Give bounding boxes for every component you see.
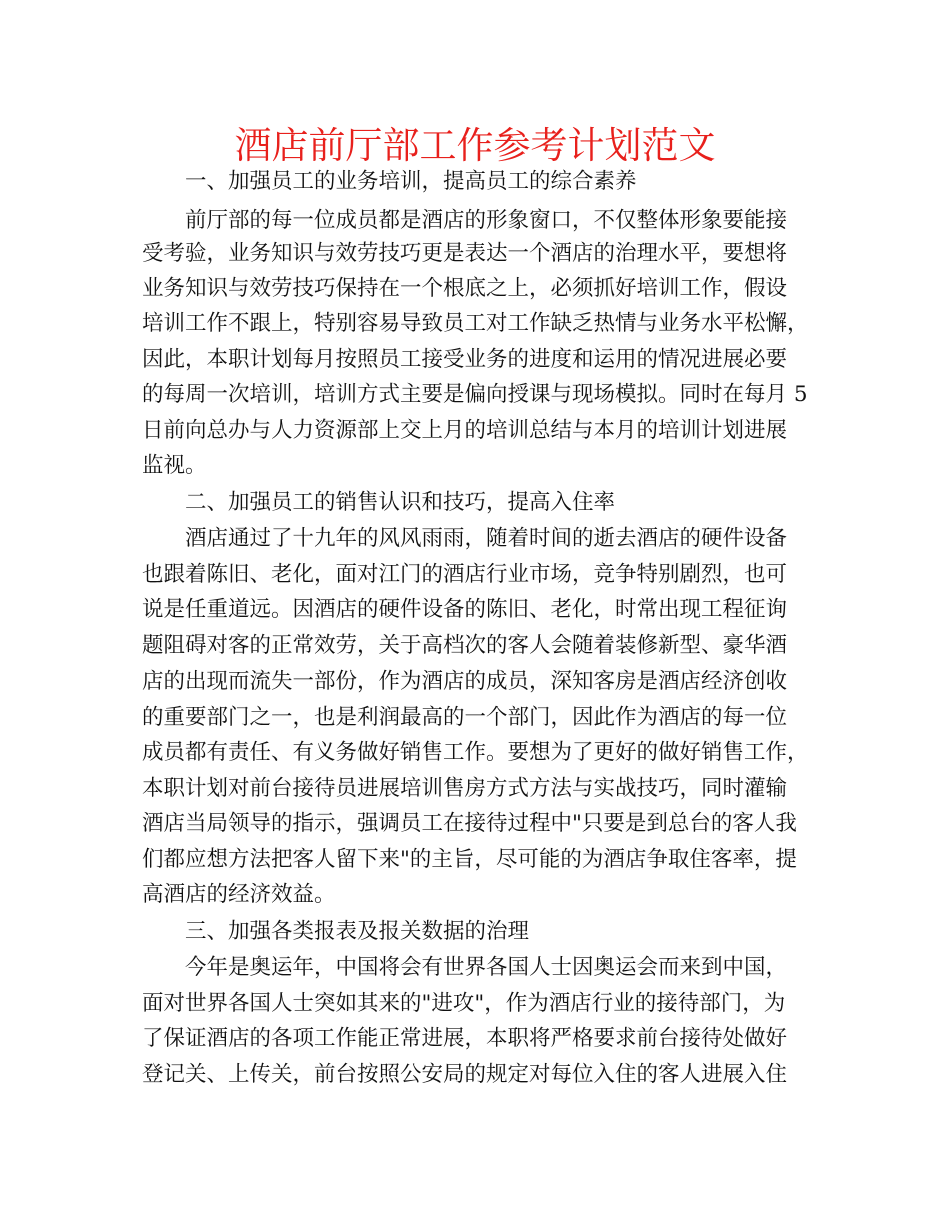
section-heading-2: 二、加强员工的销售认识和技巧，提高入住率 — [185, 490, 616, 515]
section-heading-3: 三、加强各类报表及报关数据的治理 — [185, 919, 530, 944]
paragraph-line: 的重要部门之一，也是利润最高的一个部门，因此作为酒店的每一位 — [142, 705, 788, 730]
paragraph-line: 酒店当局领导的指示，强调员工在接待过程中"只要是到总台的客人我 — [142, 811, 797, 836]
paragraph-line: 日前向总办与人力资源部上交上月的培训总结与本月的培训计划进展 — [142, 418, 788, 443]
paragraph-line: 的每周一次培训，培训方式主要是偏向授课与现场模拟。同时在每月 5 — [142, 382, 808, 407]
paragraph-line: 酒店通过了十九年的风风雨雨，随着时间的逝去酒店的硬件设备 — [185, 526, 788, 551]
paragraph-line: 登记关、上传关，前台按照公安局的规定对每位入住的客人进展入住 — [142, 1062, 788, 1087]
paragraph-line: 前厅部的每一位成员都是酒店的形象窗口，不仅整体形象要能接 — [185, 208, 788, 233]
paragraph-line: 高酒店的经济效益。 — [142, 882, 336, 907]
paragraph-line: 也跟着陈旧、老化，面对江门的酒店行业市场，竞争特别剧烈，也可 — [142, 562, 788, 587]
paragraph-line: 因此，本职计划每月按照员工接受业务的进度和运用的情况进展必要 — [142, 347, 788, 372]
paragraph-line: 店的出现而流失一部份，作为酒店的成员，深知客房是酒店经济创收 — [142, 669, 788, 694]
paragraph-line: 面对世界各国人士突如其来的"进攻"，作为酒店行业的接待部门，为 — [142, 991, 786, 1016]
paragraph-line: 们都应想方法把客人留下来"的主旨，尽可能的为酒店争取住客率，提 — [142, 847, 797, 872]
paragraph-line: 本职计划对前台接待员进展培训售房方式方法与实战技巧，同时灌输 — [142, 776, 788, 801]
paragraph-line: 监视。 — [142, 453, 207, 478]
paragraph-line: 今年是奥运年，中国将会有世界各国人士因奥运会而来到中国， — [185, 955, 788, 980]
paragraph-line: 题阻碍对客的正常效劳，关于高档次的客人会随着装修新型、豪华酒 — [142, 633, 788, 658]
paragraph-line: 培训工作不跟上，特别容易导致员工对工作缺乏热情与业务水平松懈， — [142, 311, 809, 336]
section-heading-1: 一、加强员工的业务培训，提高员工的综合素养 — [185, 169, 637, 194]
paragraph-line: 说是任重道远。因酒店的硬件设备的陈旧、老化，时常出现工程征询 — [142, 597, 788, 622]
paragraph-line: 业务知识与效劳技巧保持在一个根底之上，必须抓好培训工作，假设 — [142, 276, 788, 301]
paragraph-line: 成员都有责任、有义务做好销售工作。要想为了更好的做好销售工作， — [142, 740, 809, 765]
document-title: 酒店前厅部工作参考计划范文 — [234, 124, 716, 167]
paragraph-line: 受考验，业务知识与效劳技巧更是表达一个酒店的治理水平，要想将 — [142, 241, 788, 266]
paragraph-line: 了保证酒店的各项工作能正常进展，本职将严格要求前台接待处做好 — [142, 1026, 788, 1051]
